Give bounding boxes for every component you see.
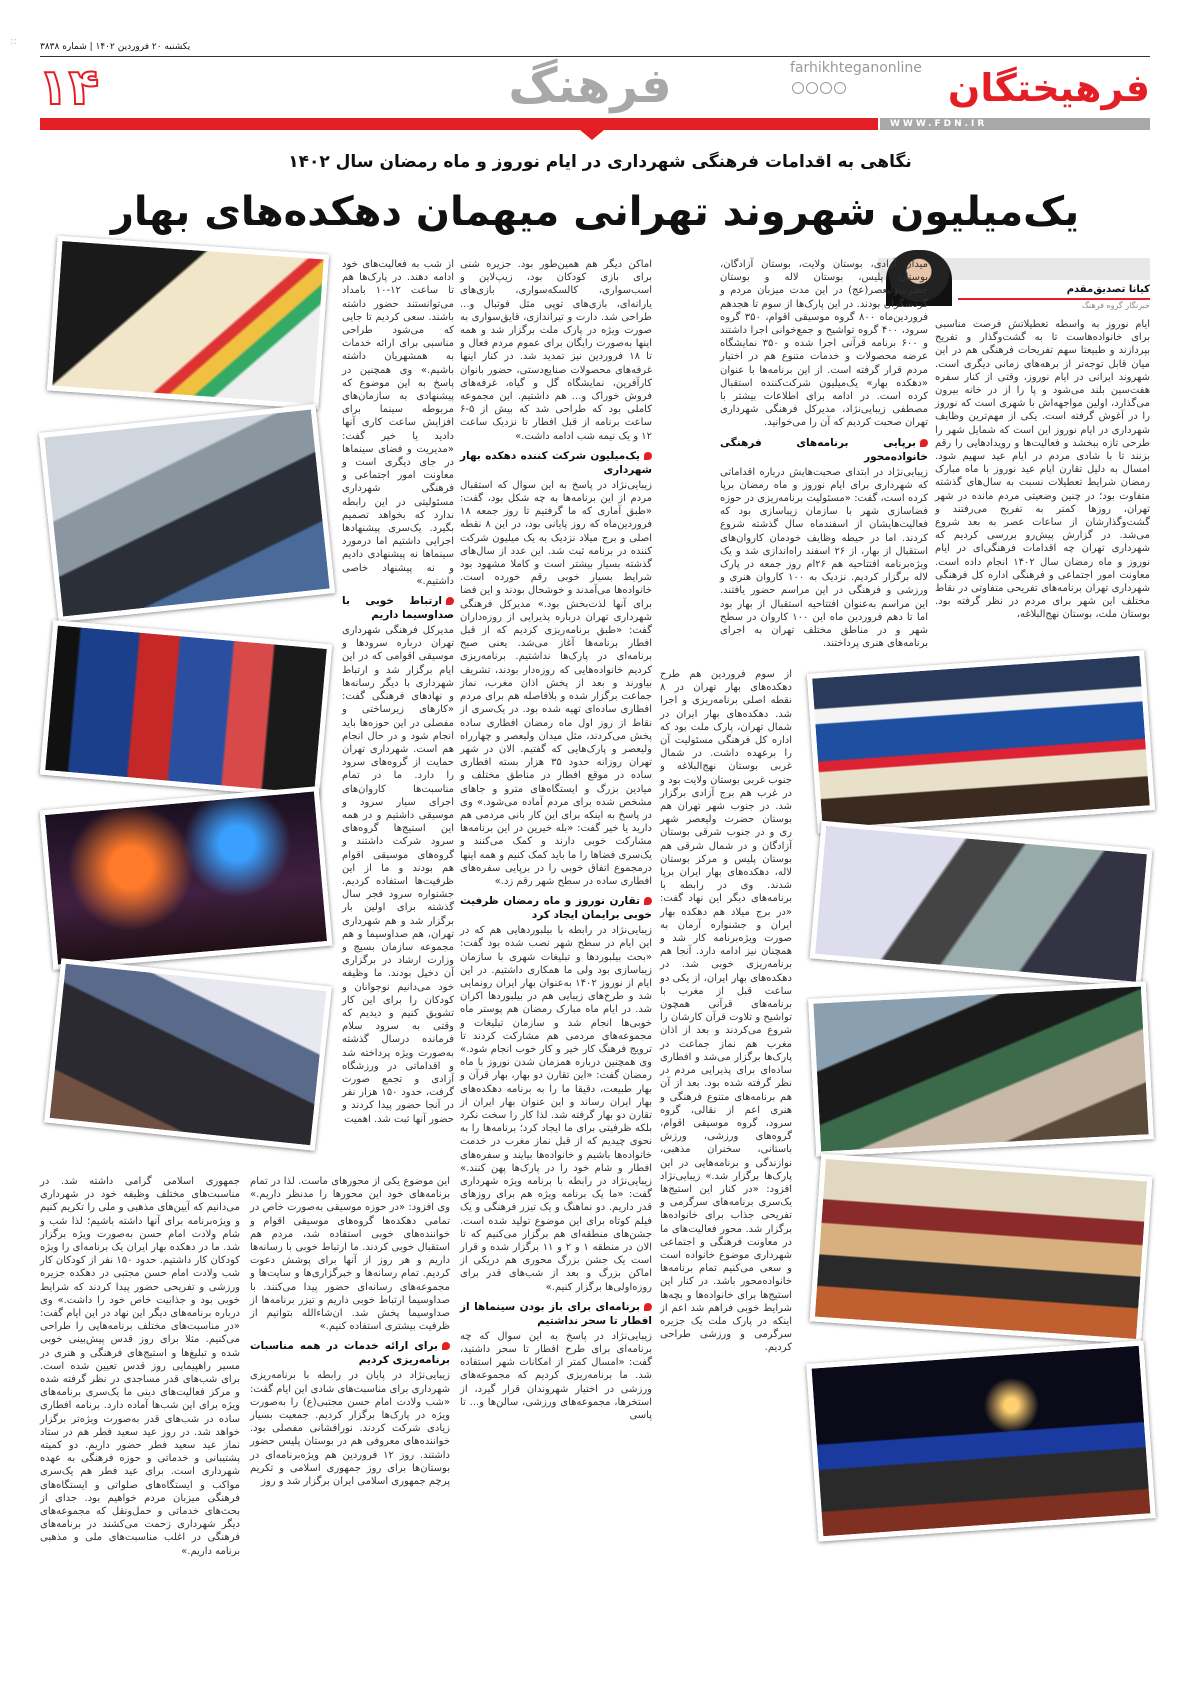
photo-child-computers: [39, 404, 335, 622]
body-paragraph: میدان آزادی، بوستان ولایت، بوستان آزادگان، بوستان پلیس، بوستان لاله و بوستان حضرت‌ولیعصر(عج) در این مدت میزبان مردم و گردشگران بودند. در این پارک‌ها از سوم تا هجدهم فروردین‌ماه ۸۰۰ گروه موسیقی اقوام، ۳۵۰ گروه سرود، ۴۰۰ گروه تواشیح و جمع‌خوانی اجرا داشتند و ۶۰۰ برنامه قرآنی اجرا شده و ۳۵۰ نمایشگاه عرضه محصولات و خدمات متنوع هم در اختیار مردم قرار گرفته است. از این برنامه‌ها با عنوان «دهکده بهار» یک‌میلیون شرکت‌کننده استقبال کرده است. در ادامه برای اطلاعات بیشتر با مصطفی زیبایی‌نژاد، مدیرکل فرهنگی شهرداری تهران صحبت کردیم که آن را می‌خوانید.: [720, 259, 928, 429]
subheading: تقارن نوروز و ماه رمضان ظرفیت خوبی برایمان ایجاد کرد: [460, 895, 652, 922]
photo-tent-performance: [810, 1154, 1153, 1345]
column-middle: [460, 258, 652, 1422]
article-kicker: نگاهی به اقدامات فرهنگی شهرداری در ایام نوروز و ماه رمضان سال ۱۴۰۲: [288, 152, 912, 172]
subheading: ارتباط خوبی با صداوسیما داریم: [342, 595, 454, 622]
photo-boy-computer: [810, 821, 1153, 987]
header-pointer: [580, 130, 604, 140]
body-paragraph: از شب به فعالیت‌های خود ادامه دهند. در پارک‌ها هم تا ساعت ۱۲-۱۰ بامداد می‌توانستند حضور داشته باشند. سعی کردیم تا جایی که می‌شود طراحی مناسبی برای ارائه خدمات به همشهریان داشته باشیم.» وی همچنین در پاسخ به این موضوع که پیشنهادی به سازمان‌های مربوطه سینما برای افزایش ساعت کاری آنها دادید یا خیر گفت: «مدیریت و فضای سینماها در جای دیگری است و معاونت امور اجتماعی و فرهنگی شهرداری مسئولیتی در این رابطه ندارد که بخواهد تصمیم بگیرد. یک‌سری پیشنهادها اجرایی داشتیم اما درمورد سینماها نه پیشنهادی دادیم و نه پیشنهاد خاصی داشتیم.»: [342, 259, 454, 587]
body-paragraph: زیبایی‌نژاد در پایان در رابطه با برنامه‌ریزی شهرداری برای مناسبت‌های شادی این ایام گفت: «شب ولادت امام حسن مجتبی(ع) را به‌صورت ویژه در پارک‌ها برگزار کردیم. جمعیت بسیار زیادی شرکت کردند. نورافشانی مفصلی بود. خواننده‌های معروفی هم در بوستان پلیس حضور داشتند. روز ۱۲ فروردین هم ویژه‌برنامه‌ای در بوستان‌ها برای روز جمهوری اسلامی و تکریم پرچم جمهوری اسلامی ایران برگزار شد و روز: [250, 1370, 451, 1488]
site-handle: farhikhteganonline: [790, 60, 922, 76]
body-paragraph: اماکن دیگر هم همین‌طور بود. جزیره شنی برای بازی کودکان بود، زیپ‌لاین و اسب‌سواری، کالسکه‌سواری، بازی‌های یارانه‌ای، بازی‌های توپی مثل فوتبال و... طراحی شد. دارت و تیراندازی، قایق‌سواری به صورت ویژه در پارک ملت برگزار شد و همه اینها به‌صورت رایگان برای عموم مردم فعال و تا ۱۸ فروردین نیز تمدید شد. در کنار اینها غرفه‌های محصولات صنایع‌دستی، حضور بانوان کارآفرین، نمایشگاه گل و گیاه، غرفه‌های فروش خوراک و... هم داشتیم. این مجموعه کاملی بود که طراحی شد که بیش از ۵-۶ ساعت برنامه از قبل افطار تا نزدیک ساعت ۱۲ و یک نیمه شب ادامه داشت.»: [460, 259, 652, 442]
author-name: کیانا تصدیق‌مقدم: [1066, 284, 1150, 295]
article-headline: یک‌میلیون شهروند تهرانی میهمان دهکده‌های بهار: [110, 189, 1080, 235]
photo-children-choir: [807, 650, 1155, 833]
social-icons: [792, 82, 846, 94]
column-bottom-left: [40, 1175, 240, 1558]
photo-foosball: [808, 981, 1154, 1156]
author-role: خبرنگار گروه فرهنگ: [1081, 301, 1150, 310]
body-paragraph: زیبایی‌نژاد در رابطه با بیلبوردهایی هم که در این ایام در سطح شهر نصب شده بود گفت: «بحث بیلبوردها و تبلیغات شهری با سازمان زیباسازی بود ولی ما همکاری داشتیم. در این ایام از نوروز ۱۴۰۲ به‌عنوان بهار ایران رونمایی شد و طرح‌های زیبایی هم در بیلبوردها اکران شد. در ایام ماه مبارک رمضان هم پوستر ماه خوبی‌ها انجام شد و سازمان تبلیغات و مجموعه‌های مردمی هم مشارکت کردند تا ترویج فرهنگ کار خیر و کار خوب انجام شود.» وی همچنین درباره همزمان شدن نوروز با ماه رمضان گفت: «این تقارن دو بهار، بهار قرآن و بهار طبیعت، دقیقا ما را به برنامه دهکده‌های بهار ایران رساند و این عنوان بهار ایران از تقارن دو بهار گرفته شد. لذا کار را سخت نکرد بلکه ظرفیتی برای ما ایجاد کرد؛ برنامه‌ها را به نحوی چیدیم که از قبل نماز مغرب در خدمت خانواده‌ها باشیم و خانواده‌ها بیایند و سفره‌های افطار و شام خود را در پارک‌ها پهن کنند.» زیبایی‌نژاد در رابطه با برنامه ویژه شهرداری گفت: «ما یک برنامه ویژه هم برای روزهای قدر داریم. دو نماهنگ و یک تیزر فرهنگی و یک فیلم کوتاه برای این موضوع تولید شده است. جشن‌های منطقه‌ای هم برگزار می‌کنیم که تا الان در منطقه ۱ و ۲ و ۱۱ برگزار شده و قرار است یک جشن بزرگ محوری هم دریکی از اماکن بزرگ و بعد از شب‌های قدر برای روزه‌اولی‌ها برگزار کنیم.»: [460, 925, 653, 1293]
body-paragraph: زیبایی‌نژاد در ابتدای صحبت‌هایش درباره اقداماتی که شهرداری برای ایام نوروز و ماه رمضان برپا کرده است، گفت: «مسئولیت برنامه‌ریزی در حوزه فضاسازی شهر با سازمان زیباسازی بود که فعالیت‌هایشان از اسفندماه سال گذشته شروع کردند. اما در حیطه وظایف خودمان کاروان‌های استقبال از بهار، از ۲۶ اسفند راه‌اندازی شد و یک ویژه‌برنامه افتتاحیه هم ۲۶ام روز جمعه در پارک لاله برگزار کردیم. نزدیک به ۱۰۰ کاروان هنری و ورزشی و فرهنگی در این مراسم حضور یافتند. این مراسم به‌عنوان افتتاحیه استقبال از بهار بود اما تا دهم فروردین ماه این ۱۰۰ کاروان در سطح شهر و در مناطق مختلف تهران به اجرای برنامه‌های هنری پرداختند.: [720, 466, 929, 650]
column-narrow-left: [342, 258, 454, 1126]
subheading: برنامه‌ای برای باز بودن سینماها از افطار تا سحر نداشتیم: [460, 1300, 652, 1327]
instagram-icon: [792, 82, 804, 94]
page-number: ۱۴: [38, 58, 100, 116]
subheading: برپایی برنامه‌های فرهنگی خانواده‌محور: [720, 436, 928, 463]
body-paragraph: زیبایی‌نژاد در پاسخ به این سوال که چه برنامه‌ای برای طرح افطار تا سحر داشتید، گفت: «امسال کمتر از امکانات شهر استفاده شد. ما برنامه‌ریزی کردیم که مجموعه‌های ورزشی در اختیار شهروندان قرار گیرد، از استخرها، مجموعه‌های ورزشی، سالن‌ها و... تا پاسی: [460, 1330, 652, 1422]
site-url: WWW.FDN.IR: [880, 118, 1150, 130]
subheading: یک‌میلیون شرکت کننده دهکده بهار شهرداری: [460, 449, 652, 476]
column-bottom-right: [250, 1175, 450, 1488]
body-paragraph: این موضوع یکی از محورهای ماست. لذا در تمام برنامه‌های خود این محورها را مدنظر داریم.» وی افزود: «در حوزه موسیقی به‌صورت خاص در تمامی دهکده‌ها گروه‌های موسیقی اقوام و خواننده‌های خوبی استفاده شد، مردم هم استقبال خوبی کردند. ما ارتباط خوبی با رسانه‌ها داریم و هر روز از آنها برای پوشش دعوت کردیم. تمام رسانه‌ها و خبرگزاری‌ها و سایت‌ها و مجموعه‌های رسانه‌ای حضور پیدا می‌کنند. با صداوسیما ارتباط خوبی داریم و تیزر برنامه‌ها از صداوسیما پخش شد. ان‌شاءالله بتوانیم از ظرفیت بیشتری استفاده کنیم.»: [250, 1176, 450, 1333]
photo-costumed-performers: [40, 620, 332, 799]
twitter-icon: [820, 82, 832, 94]
web-icon: [834, 82, 846, 94]
photo-night-table-tennis: [806, 1340, 1156, 1541]
header-red-bar: [40, 118, 878, 130]
column-narrow-right: [660, 668, 792, 1355]
photo-climbing-wall: [47, 236, 329, 410]
body-paragraph: زیبایی‌نژاد در پاسخ به این سوال که استقبال مردم از این برنامه‌ها به چه شکل بود، گفت: «طبق آماری که ما گرفتیم تا روز جمعه ۱۸ فروردین‌ماه که روز پایانی بود، در این ۸ نقطه اصلی و برج میلاد نزدیک به یک میلیون شرکت کننده در برنامه ثبت شد. این عدد از سال‌های گذشته بسیار بیشتر است و کاملا مشهود بود شرایط بسیار خوبی رقم خورده است. خانواده‌ها می‌آمدند و خوشحال بودند و این فضا برای آنها لذت‌بخش بود.» مدیرکل فرهنگی شهرداری تهران درباره پذیرایی از روزه‌داران گفت: «طبق برنامه‌ریزی کردیم که از قبل افطار برنامه‌ها آغاز می‌شد. یعنی صبح برنامه‌ای در پارک‌ها نداشتیم. برنامه‌ریزی کردیم خانواده‌هایی که روزه‌دار بودند، تشریف بیاورند و بعد از پخش اذان مغرب، نماز جماعت برگزار شده و بلافاصله هم برای مردم افطاری ساده‌ای تهیه شده بود. در یک‌سری از نقاط از روز اول ماه رمضان افطاری ساده پخش می‌کردند، مثل میدان ولیعصر و چهارراه ولیعصر و پارک‌هایی که گفتیم. الان در شهر تهران روزانه حدود ۳۵ هزار بسته افطاری ساده در موقع افطار در مناطق مختلف و میادین بزرگ و ایستگاه‌های مترو و جاهای مشخص شده برای مردم آماده می‌شود.» وی در پاسخ به اینکه برای این کار بانی مردمی هم دارید یا خیر گفت: «بله خیرین در این برنامه‌ها مشارکت خوبی دارند و کمک می‌کنند و یک‌سری فضاها را ما باید کمک کنیم و همه اینها درمجموع اتفاق خوبی را در برپایی سفره‌های افطاری ساده در سطح شهر رقم زد.»: [460, 479, 653, 887]
body-paragraph: ایام نوروز به واسطه تعطیلاتش فرصت مناسبی برای خانواده‌هاست تا به گشت‌وگذار و تفریح بپردازند و طبیعتا سهم تفریحات فرهنگی هم در این میان قابل توجه‌تر از برهه‌های زمانی دیگری است. شهروند ایرانی در ایام نوروز، وقتی از کنار سفره هفت‌سین بلند می‌شود و پا را از در خانه بیرون می‌گذارد، اولین مواجهه‌اش با شهری است که نوروز را در آغوش گرفته است. یکی از مهم‌ترین وظایف شهرداری در ایام نوروز این است که شمایل شهر را طرحی تازه ببخشد و فعالیت‌ها و رویدادهایی را رقم بزنند تا با شادی مردم در ایام عید سهیم شود. امسال به دلیل تقارن ایام عید نوروز با ماه مبارک رمضان شرایط تعطیلات نسبت به سال‌های گذشته متفاوت بود؛ در چنین وضعیتی مردم مانده در شهر تهران، روزها کمتر به تفریح می‌رفتند و گشت‌وگذارشان از ساعات عصر به بعد شروع می‌شد. در گزارش پیش‌رو بررسی کردیم که شهرداری تهران چه اقدامات فرهنگی‌ای در ایام نوروز و ماه رمضان سال ۱۴۰۲ انجام داده است. معاونت امور اجتماعی و فرهنگی اداره کل فرهنگی شهرداری تهران برنامه‌های تفریحی متفاوتی در نقاط مختلف این شهر برای مردم در نظر گرفته بود. بوستان ملت، بوستان نهج‌البلاغه،: [935, 319, 1151, 621]
newspaper-logo: فرهیختگان: [947, 66, 1150, 110]
column-2: [720, 258, 928, 650]
section-title: فرهنگ: [508, 58, 672, 114]
column-intro: [935, 318, 1150, 622]
telegram-icon: [806, 82, 818, 94]
body-paragraph: از سوم فروردین هم طرح دهکده‌های بهار تهران در ۸ نقطه اصلی برنامه‌ریزی و اجرا شد. دهکده‌های بهار ایران در شمال تهران، پارک ملت بود که اداره کل فرهنگی مسئولیت آن را برعهده داشت. در شمال غربی بوستان نهج‌البلاغه و جنوب غربی بوستان ولایت بود و در غرب هم برج آزادی برگزار شد. در جنوب شهر تهران هم بوستان حضرت ولیعصر شهر ری و در جنوب شرقی بوستان آزادگان و در شمال شرقی هم بوستان پلیس و مرکز بوستان لاله، دهکده‌های بهار ایران برپا شدند. وی در رابطه با برنامه‌های دیگر این نهاد گفت: «در برج میلاد هم دهکده بهار ایران و جشنواره آرمان به صورت ویژه‌برنامه کار شد و همچنان نیز ادامه دارد. آنجا هم برنامه‌ریزی خوبی شد. در دهکده‌های بهار ایران، از یکی دو ساعت قبل از مغرب با برنامه‌های قرآنی همچون تواشیح و تلاوت قرآن کارشان را شروع می‌کردند و بعد از اذان مغرب هم نماز جماعت در پارک‌ها برگزار می‌شد و افطاری ساده‌ای برای پذیرایی مردم در نظر گرفته شده بود. بعد از آن هم برنامه‌های متنوع فرهنگی و هنری اعم از نقالی، گروه سرود، گروه موسیقی اقوام، گروه‌های ورزشی، ورزش باستانی، سخنران مذهبی، نوازندگی و برنامه‌هایی در این پارک‌ها برگزار شد.» زیبایی‌نژاد افزود: «در کنار این استیج‌ها یک‌سری برنامه‌های سرگرمی و تفریحی جذاب برای خانواده‌ها برگزار شد. محور فعالیت‌های ما در معاونت فرهنگی و اجتماعی شهرداری موضوع خانواده است و سعی می‌کنیم تمام برنامه‌ها خانواده‌محور باشد. در کنار این استیج‌ها برای خانواده‌ها و بچه‌ها شرایط خوبی فراهم شد اعم از اینکه در پارک ملت یک جزیره سرگرمی و ورزشی طراحی کردیم.: [660, 669, 792, 1354]
body-paragraph: مدیرکل فرهنگی شهرداری تهران درباره سرودها و موسیقی اقوامی که در این ایام برگزار شد و ارتباط شهرداری با دیگر رسانه‌ها و نهادهای فرهنگی گفت: «کارهای زیرساختی و مفصلی در این حوزه‌ها باید انجام شود و در حال انجام هم است. شهرداری تهران حمایت از گروه‌های سرود را دارد. ما در تمام مناسبت‌ها کاروان‌های اجرای سیار سرود و موسیقی داشتیم و در همه این استیج‌ها گروه‌های سرود شرکت داشتند و گروه‌های موسیقی اقوام هم بودند و ما از این ظرفیت‌ها استفاده کردیم. جشنواره سرود فجر سال گذشته برای اولین بار برگزار شد و هم شهرداری تهران، هم صداوسیما و هم مجموعه سازمان بسیج و وزارت ارشاد در برگزاری آن دخیل بودند. ما وظیفه خود می‌دانیم نوجوانان و کودکان را برای این کار تشویق کنیم و دیدیم که وقتی به سرود سلام فرمانده درسال گذشته به‌صورت ویژه پرداخته شد و اقداماتی در ورزشگاه آزادی و تجمع صورت گرفت، حدود ۱۵۰ هزار نفر در آنجا حضور پیدا کردند و حضور آنها ثبت شد. اهمیت: [342, 625, 454, 1125]
photo-ball-juggler: [40, 786, 333, 970]
subheading: برای ارائه خدمات در همه مناسبات برنامه‌ریزی کردیم: [250, 1340, 450, 1367]
dateline: یکشنبه ۲۰ فروردین ۱۴۰۲ | شماره ۳۸۳۸: [40, 42, 191, 52]
corner-mark: ::: [10, 36, 17, 47]
author-divider: [958, 298, 1150, 300]
photo-shooting-gallery: [44, 958, 332, 1151]
body-paragraph: جمهوری اسلامی گرامی داشته شد. در مناسبت‌های مختلف وظیفه خود در شهرداری می‌دانیم که آیین‌های مذهبی و ملی را تکریم کنیم و ویژه‌برنامه برای آنها داشته باشیم؛ لذا شب و شام ولادت امام حسن به‌صورت ویژه برگزار شد. ما در دهکده بهار ایران یک برنامه‌ای را ویژه کودکان کار داشتیم. حدود ۱۵۰ نفر از کودکان کار شب ولادت امام حسن مجتبی در دهکده جزیره ورزشی و تفریحی حضور پیدا کردند که شرایط خوبی بود و جذابیت خاص خود را داشت.» وی درباره برنامه‌های دیگر این نهاد در این ایام گفت: «در مناسبت‌های مختلف برنامه‌هایی را طراحی می‌کنیم. مثلا برای روز قدس پیش‌بینی خوبی شده و تبلیغ‌ها و استیج‌های فرهنگی و هنری در مسیر راهپیمایی روز قدس تعیین شده است. برای شب‌های قدر مساجدی در نظر گرفته شده و مرکز فعالیت‌های دینی ما یک‌سری برنامه‌های ویژه برای این شب‌ها آماده دارد. برنامه افطاری ساده در شب‌های قدر به‌صورت ویژه‌تر برگزار خواهد شد. در روز عید سعید فطر هم در ستاد نماز عید سعید فطر حضور داریم. دو کمیته پشتیبانی و خدماتی و حوزه فرهنگی به عهده شهرداری است. برای عید فطر هم یک‌سری مواکب و ایستگاه‌های صلواتی و ایستگاه‌های فرهنگی میزبان مردم خواهیم بود. جدای از بحث‌های خدماتی و حمل‌ونقل که مجموعه‌های دیگر شهرداری زحمت می‌کشند در برنامه‌های فرهنگی در اغلب مناسبت‌های ملی و مذهبی برنامه داریم.»: [40, 1176, 240, 1557]
